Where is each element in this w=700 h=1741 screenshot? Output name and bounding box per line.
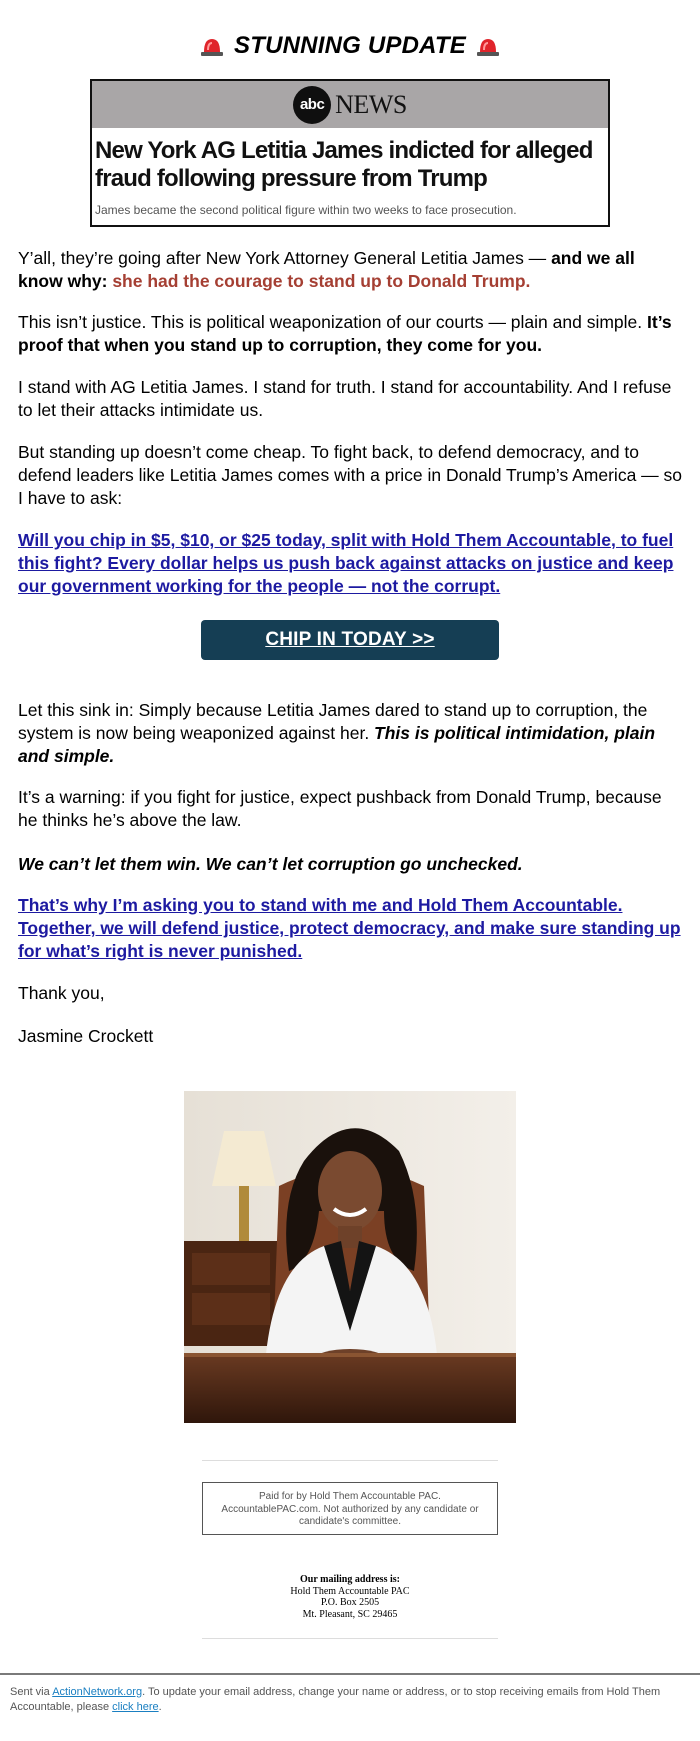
- paragraph-7: We can’t let them win. We can’t let corruption go unchecked.: [18, 854, 523, 874]
- mailing-line-2: P.O. Box 2505: [320, 1597, 380, 1608]
- mailing-address: [0, 1574, 700, 1620]
- signature: Jasmine Crockett: [18, 1026, 154, 1046]
- signoff: Thank you,: [18, 983, 105, 1003]
- unsubscribe-link[interactable]: click here: [112, 1701, 159, 1713]
- news-headline: New York AG Letitia James indicted for alleged fraud following pressure from Trump: [95, 137, 593, 192]
- news-brand-word: NEWS: [335, 89, 407, 119]
- paragraph-1: [18, 247, 682, 293]
- title-text: STUNNING UPDATE: [234, 32, 466, 59]
- stand-with-me-paragraph: [18, 894, 682, 963]
- p2-bold: It’s proof that when you stand up to corruption, they come for you.: [18, 312, 672, 355]
- divider-bottom: [202, 1638, 498, 1639]
- footer-middle-text: . To update your email address, change your name or address, or to stop receiving emails from Hold Them Accountable, please: [10, 1686, 661, 1713]
- news-subhead: James became the second political figure within two weeks to face prosecution.: [95, 203, 517, 217]
- stand-with-me-link[interactable]: That’s why I’m asking you to stand with me and Hold Them Accountable. Together, we will defend justice, protect democracy, and make sure standing up for what’s right is never punished.: [18, 895, 681, 961]
- paragraph-2: [18, 311, 682, 357]
- p1-red: she had the courage to stand up to Donald Trump.: [112, 271, 531, 291]
- p2-text: This isn’t justice. This is political weaponization of our courts — plain and simple.: [18, 312, 647, 332]
- divider-top: [202, 1460, 498, 1461]
- actionnetwork-link[interactable]: ActionNetwork.org: [52, 1686, 143, 1698]
- mailing-line-1: Hold Them Accountable PAC: [290, 1585, 410, 1597]
- donate-ask-link[interactable]: Will you chip in $5, $10, or $25 today, split with Hold Them Accountable, to fuel this fight? Every dollar helps us push back against attacks on justice and keep our government working for the people — not the corrupt.: [18, 530, 674, 596]
- siren-icon: [200, 35, 224, 57]
- paragraph-6: It’s a warning: if you fight for justice, expect pushback from Donald Trump, because he thinks he’s above the law.: [18, 787, 662, 830]
- mailing-line-3: Mt. Pleasant, SC 29465: [302, 1608, 398, 1620]
- p1-bold: and we all know why:: [18, 248, 635, 291]
- chip-in-button[interactable]: CHIP IN TODAY >>: [201, 620, 499, 660]
- news-header-bar: [92, 81, 608, 128]
- footer-end: .: [158, 1701, 162, 1713]
- footer-separator: [0, 1673, 700, 1675]
- footer-text: [10, 1685, 690, 1715]
- paid-for-disclaimer: Paid for by Hold Them Accountable PAC. AccountablePAC.com. Not authorized by any candidate or candidate's committee.: [202, 1482, 498, 1535]
- news-article-image[interactable]: [90, 79, 610, 227]
- p1-text: Y’all, they’re going after New York Attorney General Letitia James —: [18, 248, 552, 268]
- p5-text: Let this sink in: Simply because Letitia James dared to stand up to corruption, the system is now being weaponized against her.: [18, 700, 648, 743]
- p5-bold-italic: This is political intimidation, plain and simple.: [18, 723, 656, 766]
- footer-sent-via: Sent via: [10, 1686, 53, 1698]
- siren-icon: [476, 35, 500, 57]
- donate-ask-paragraph: [18, 529, 682, 598]
- paragraph-4: But standing up doesn’t come cheap. To fight back, to defend democracy, and to defend leaders like Letitia James comes with a price in Donald Trump’s America — so I have to ask:: [18, 442, 683, 508]
- portrait-photo: [184, 1091, 516, 1423]
- mailing-heading: Our mailing address is:: [300, 1574, 400, 1585]
- abc-logo: abc: [293, 86, 331, 124]
- paragraph-5: [18, 699, 682, 768]
- email-title: [0, 32, 700, 60]
- paragraph-3: I stand with AG Letitia James. I stand for truth. I stand for accountability. And I refuse to let their attacks intimidate us.: [18, 377, 672, 420]
